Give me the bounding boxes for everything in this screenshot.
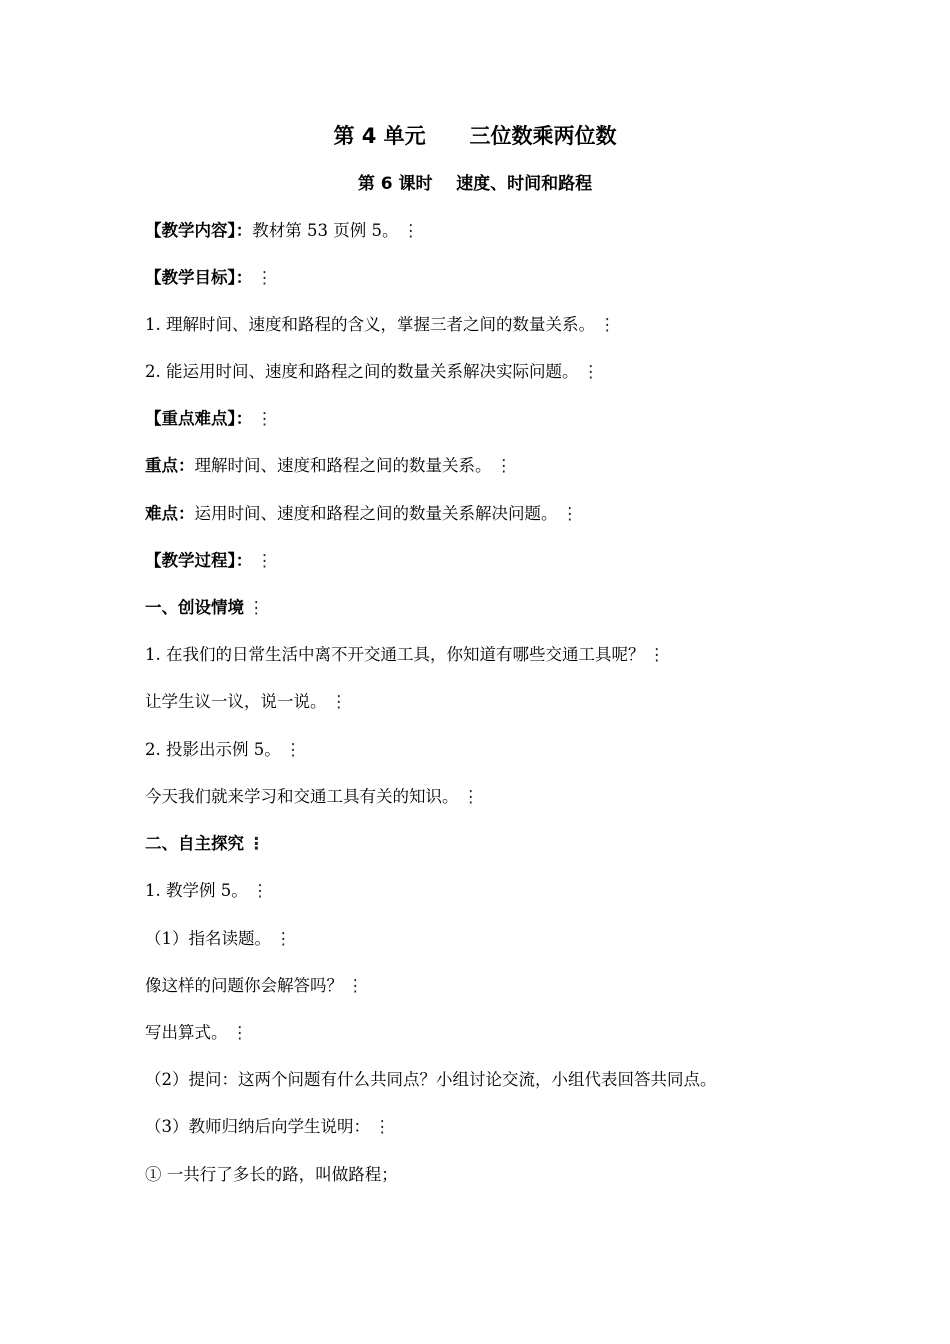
line-label: 【重点难点】： (145, 409, 253, 428)
paragraph-line (145, 972, 364, 1000)
line-text: 让学生议一议，说一说。 (145, 692, 327, 711)
paragraph-line (145, 736, 301, 764)
paragraph-line (145, 688, 347, 716)
key-point-line (145, 452, 512, 480)
line-text: 运用时间、速度和路程之间的数量关系解决问题。 (194, 504, 558, 523)
paragraph-line (145, 1113, 391, 1141)
line-text: 1. 理解时间、速度和路程的含义，掌握三者之间的数量关系。 (145, 315, 595, 334)
paragraph-mark-icon: ⋮ (256, 268, 273, 287)
paragraph-mark-icon: ⋮ (248, 834, 265, 853)
line-label: 难点： (145, 504, 195, 523)
paragraph-line (145, 1066, 717, 1094)
teaching-content-line (145, 217, 419, 245)
paragraph-mark-icon: ⋮ (330, 692, 347, 711)
teaching-goals-heading (145, 264, 273, 292)
paragraph-mark-icon: ⋮ (462, 787, 479, 806)
line-text: 写出算式。 (145, 1023, 228, 1042)
paragraph-mark-icon: ⋮ (248, 598, 265, 617)
line-text: （2）提问：这两个问题有什么共同点？小组讨论交流，小组代表回答共同点。 (145, 1070, 717, 1089)
paragraph-line (145, 641, 665, 669)
lesson-title: 第 6 课时 速度、时间和路程 (357, 174, 593, 194)
line-text: 像这样的问题你会解答吗？ (145, 976, 343, 995)
paragraph-line (145, 1161, 398, 1189)
line-label: 【教学内容】： (145, 221, 253, 240)
line-text: （3）教师归纳后向学生说明： (145, 1117, 370, 1136)
line-text: 1. 教学例 5。 (145, 881, 248, 900)
line-text: 2. 投影出示例 5。 (145, 740, 281, 759)
paragraph-line (145, 925, 292, 953)
paragraph-mark-icon: ⋮ (284, 740, 302, 759)
difficult-point-line (145, 500, 578, 528)
paragraph-line (145, 1019, 248, 1047)
line-text: 理解时间、速度和路程之间的数量关系。 (194, 456, 492, 475)
paragraph-mark-icon: ⋮ (402, 221, 419, 240)
paragraph-line (145, 783, 479, 811)
section-1-heading (145, 594, 265, 622)
line-label: 二、自主探究 (145, 834, 244, 853)
line-text: 2. 能运用时间、速度和路程之间的数量关系解决实际问题。 (145, 362, 579, 381)
paragraph-mark-icon: ⋮ (275, 929, 292, 948)
goal-2-line (145, 358, 599, 386)
line-label: 一、创设情境 (145, 598, 244, 617)
line-text: 今天我们就来学习和交通工具有关的知识。 (145, 787, 459, 806)
paragraph-mark-icon: ⋮ (256, 551, 273, 570)
goal-1-line (145, 311, 616, 339)
unit-title: 第 4 单元 三位数乘两位数 (333, 124, 617, 148)
key-difficult-heading (145, 405, 273, 433)
paragraph-mark-icon: ⋮ (599, 315, 616, 334)
line-text: 1. 在我们的日常生活中离不开交通工具，你知道有哪些交通工具呢？ (145, 645, 645, 664)
paragraph-mark-icon: ⋮ (347, 976, 364, 995)
teaching-process-heading (145, 547, 273, 575)
paragraph-mark-icon: ⋮ (648, 645, 665, 664)
section-2-heading (145, 830, 265, 858)
paragraph-line (145, 877, 268, 905)
paragraph-mark-icon: ⋮ (251, 881, 269, 900)
line-label: 【教学过程】： (145, 551, 253, 570)
line-text: ① 一共行了多长的路，叫做路程； (145, 1165, 398, 1184)
line-label: 【教学目标】： (145, 268, 253, 287)
line-text: 教材第 53 页例 5。 (252, 221, 399, 240)
paragraph-mark-icon: ⋮ (256, 409, 273, 428)
paragraph-mark-icon: ⋮ (561, 504, 578, 523)
paragraph-mark-icon: ⋮ (231, 1023, 248, 1042)
line-text: （1）指名读题。 (145, 929, 271, 948)
paragraph-mark-icon: ⋮ (495, 456, 512, 475)
paragraph-mark-icon: ⋮ (374, 1117, 391, 1136)
line-label: 重点： (145, 456, 195, 475)
paragraph-mark-icon: ⋮ (582, 362, 599, 381)
